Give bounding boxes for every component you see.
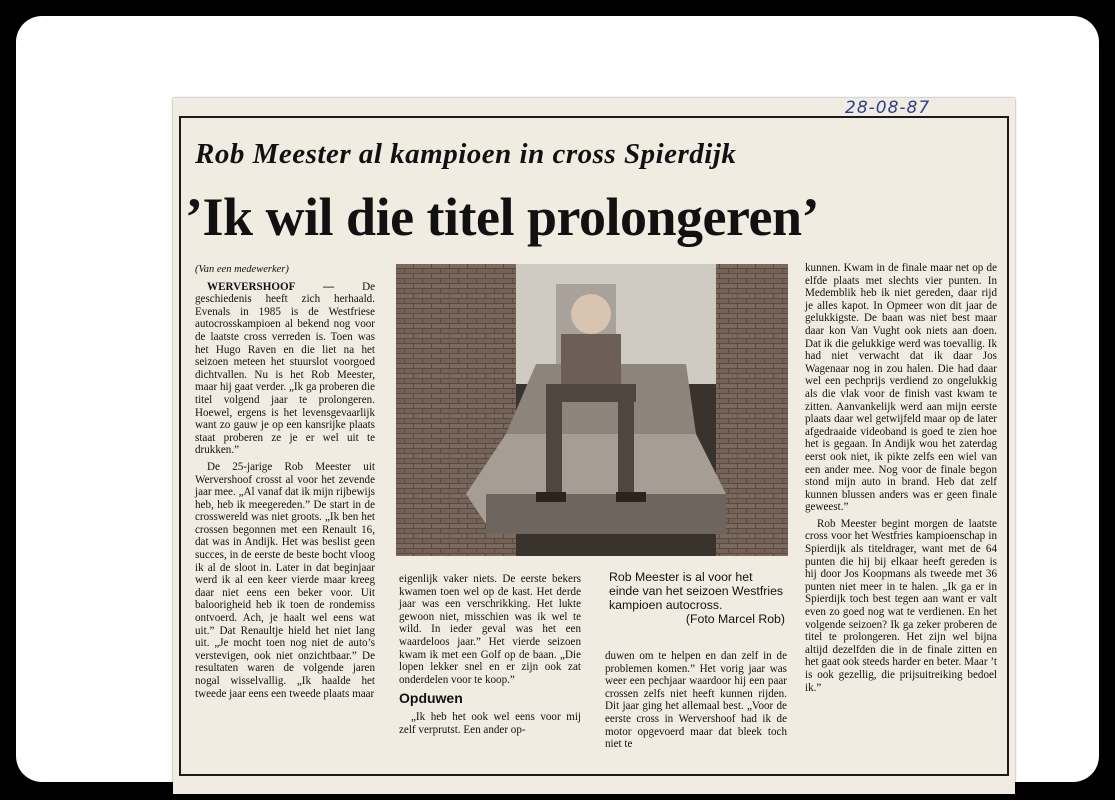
photo-image xyxy=(396,264,788,556)
newspaper-clipping xyxy=(173,98,1015,794)
photo-caption xyxy=(609,570,785,626)
dateline: WERVERSHOOF — xyxy=(207,280,335,293)
paragraph: WERVERSHOOF — De geschiedenis heeft zich herhaald. Evenals in 1985 is de Westfriese autocrosskampioen al bekend nog voor de laatste cross verreden is. Toen was het Hugo Raven en die liet na het seizoen meteen het stuurslot voorgoed dichtvallen. Nu is het Rob Meester, maar hij gaat verder. „Ik ga proberen die titel volgend jaar te prolongeren. Hoewel, ergens is het levensgevaarlijk want zo gauw je op een kansrijke plaats staat proberen ze je er wel uit te drukken.” xyxy=(195,280,375,457)
article-subhead: Rob Meester al kampioen in cross Spierdijk xyxy=(195,138,737,170)
paragraph: eigenlijk vaker niets. De eerste bekers kwamen toen wel op de kast. Het derde jaar was een verschrikking. Het lukte gewoon niet, misschien was ik wel te wild. In ieder geval was het een waardeloos jaar.” Het vierde seizoen kwam ik met een Golf op de baan. „Die lopen lekker snel en er zijn ook zat onderdelen voor te koop.” xyxy=(399,573,581,686)
paragraph: De 25-jarige Rob Meester uit Wervershoof crosst al voor het zevende jaar mee. „Al vanaf dat ik mijn rijbewijs heb, heb ik meegereden.” De start in de crosswereld was niet groots. „Ik ben het crossen begonnen met een Renault 16, dat was in Andijk. Het was beslist geen succes, in de eerste de beste bocht vloog ik al de sloot in. Later in dat beginjaar werd ik al een keer vierde maar kreeg daar niet eens een beker voor. Uit baloorigheid heb ik toen de rondemiss ontvoerd. Ach, je haalt wel eens wat uit.” Dat Renaultje hield het niet lang uit. „Je mocht toen nog niet de auto’s verstevigen, ook niet onzichtbaar.” De resultaten waren de volgende jaren nogal wisselvallig. „Ik haalde het tweede jaar eens een tweede plaats maar xyxy=(195,460,375,700)
date-stamp: 28-08-87 xyxy=(845,98,931,118)
column-2 xyxy=(399,573,581,740)
page-frame xyxy=(16,16,1099,782)
column-4 xyxy=(805,262,997,698)
article-photo xyxy=(396,264,788,556)
paragraph: duwen om te helpen en dan zelf in de problemen komen.” Het vorig jaar was weer een pechjaar waardoor hij een paar crossen zelfs niet heeft kunnen rijden. Dit jaar ging het allemaal best. „Voor de eerste cross in Wervershoof had ik de motor opgevoerd maar dat bleek toch niet te xyxy=(605,650,787,751)
intertitle: Opduwen xyxy=(399,690,463,707)
paragraph: „Ik heb het ook wel eens voor mij zelf verprutst. Een ander op- xyxy=(399,710,581,736)
photo-credit: (Foto Marcel Rob) xyxy=(685,612,785,626)
byline: (Van een medewerker) xyxy=(195,264,289,275)
paragraph: kunnen. Kwam in de finale maar net op de elfde plaats met slechts vier punten. In Medemblik heb ik niet gereden, daar rijd je alles kapot. In Opmeer won dit jaar de gelukkigste. De baan was niet best maar daar kon Van Vught ook niets aan doen. Dat ik die gelukkige werd was toevallig. Ik had niet verwacht dat ik daar Jos Wagenaar nog in zou halen. Die had daar wel een pechprijs verdiend zo ongelukkig als die vlak voor de finish vast kwam te zitten. Aanvankelijk werd aan mijn eerste plaats daar wel getwijfeld maar op de later afgedraaide videoband is goed te zien hoe het is gegaan. In Andijk wou het zaterdag eerst ook niet, ik pikte zelfs een wiel van een ander mee. Nog voor de finale begon stond mijn auto in brand. Heb dat zelf kunnen blussen anders was er geen finale geweest.” xyxy=(805,262,997,514)
caption-text: Rob Meester is al voor het einde van het seizoen Westfries kampioen autocross. xyxy=(609,570,784,612)
column-1 xyxy=(195,264,375,704)
paragraph: Rob Meester begint morgen de laatste cross voor het Westfries kampioenschap in Spierdijk als titeldrager, want met de 64 punten die hij bij elkaar heeft gereden is hij door Jos Koopmans als tweede met 36 punten niet meer in te halen. „Ik ga er in Spierdijk toch best tegen aan want er valt even zo goed nog wat te verdienen. En het volgende seizoen? Ik ga zeker proberen de titel te prolongeren. Het zijn wel bijna altijd dezelfden die in de finale zitten en het gaat ook steeds harder en beter. Maar ’t is ook gezellig, die prijsuitreiking bedoel ik.” xyxy=(805,517,997,694)
article-headline: ’Ik wil die titel prolongeren’ xyxy=(185,187,819,247)
column-3 xyxy=(605,650,787,755)
